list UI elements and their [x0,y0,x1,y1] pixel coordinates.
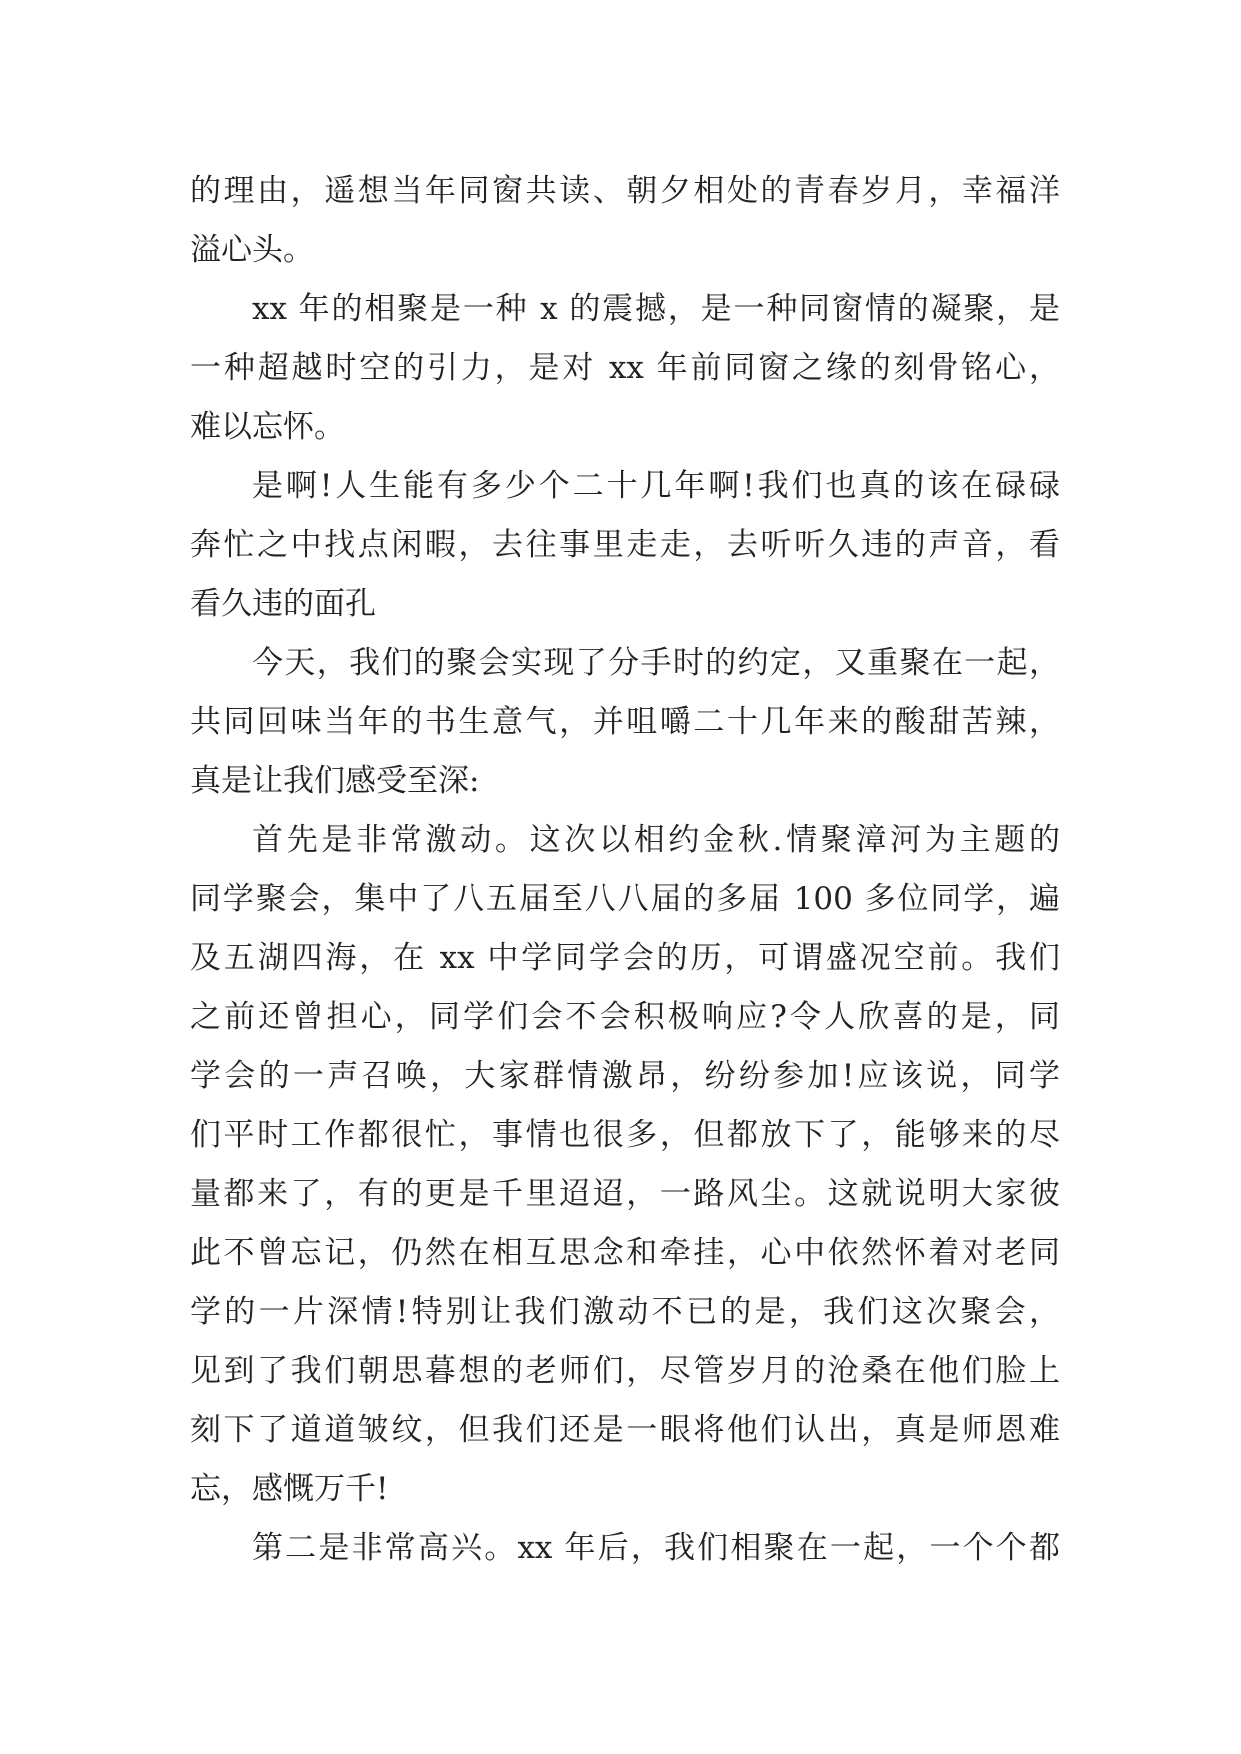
paragraph [190,811,1060,1519]
text-line: 共同回味当年的书生意气，并咀嚼二十几年来的酸甜苦辣， [190,704,1060,740]
text-line: 们平时工作都很忙，事情也很多，但都放下了，能够来的尽 [190,1117,1060,1153]
paragraph [190,162,1060,280]
text-line: 此不曾忘记，仍然在相互思念和牵挂，心中依然怀着对老同 [190,1235,1060,1271]
text-line: 看久违的面孔 [190,586,376,622]
text-line: 溢心头。 [190,232,314,268]
text-line: 一种超越时空的引力，是对 xx 年前同窗之缘的刻骨铭心， [190,350,1060,386]
text-line: 之前还曾担心，同学们会不会积极响应?令人欣喜的是，同 [190,999,1060,1035]
text-line: 及五湖四海，在 xx 中学同学会的历，可谓盛况空前。我们 [190,940,1060,976]
text-line: xx 年的相聚是一种 x 的震撼，是一种同窗情的凝聚，是 [252,291,1060,327]
paragraph [190,1519,1060,1578]
paragraph [190,280,1060,457]
text-line: 第二是非常高兴。xx 年后，我们相聚在一起，一个个都 [252,1530,1060,1566]
document-body [190,162,1060,1578]
text-line: 同学聚会，集中了八五届至八八届的多届 100 多位同学，遍 [190,881,1060,917]
text-line: 学的一片深情!特别让我们激动不已的是，我们这次聚会， [190,1294,1060,1330]
text-line: 的理由，遥想当年同窗共读、朝夕相处的青春岁月，幸福洋 [190,173,1060,209]
text-line: 学会的一声召唤，大家群情激昂，纷纷参加!应该说，同学 [190,1058,1060,1094]
text-line: 刻下了道道皱纹，但我们还是一眼将他们认出，真是师恩难 [190,1412,1060,1448]
text-line: 首先是非常激动。这次以相约金秋.情聚漳河为主题的 [252,822,1060,858]
text-line: 见到了我们朝思暮想的老师们，尽管岁月的沧桑在他们脸上 [190,1353,1060,1389]
text-line: 真是让我们感受至深: [190,763,480,799]
text-line: 量都来了，有的更是千里迢迢，一路风尘。这就说明大家彼 [190,1176,1060,1212]
text-line: 难以忘怀。 [190,409,345,445]
text-line: 忘，感慨万千! [190,1471,389,1507]
text-line: 奔忙之中找点闲暇，去往事里走走，去听听久违的声音，看 [190,527,1060,563]
text-line: 今天，我们的聚会实现了分手时的约定，又重聚在一起， [252,645,1060,681]
text-line: 是啊!人生能有多少个二十几年啊!我们也真的该在碌碌 [252,468,1060,504]
paragraph [190,457,1060,634]
paragraph [190,634,1060,811]
